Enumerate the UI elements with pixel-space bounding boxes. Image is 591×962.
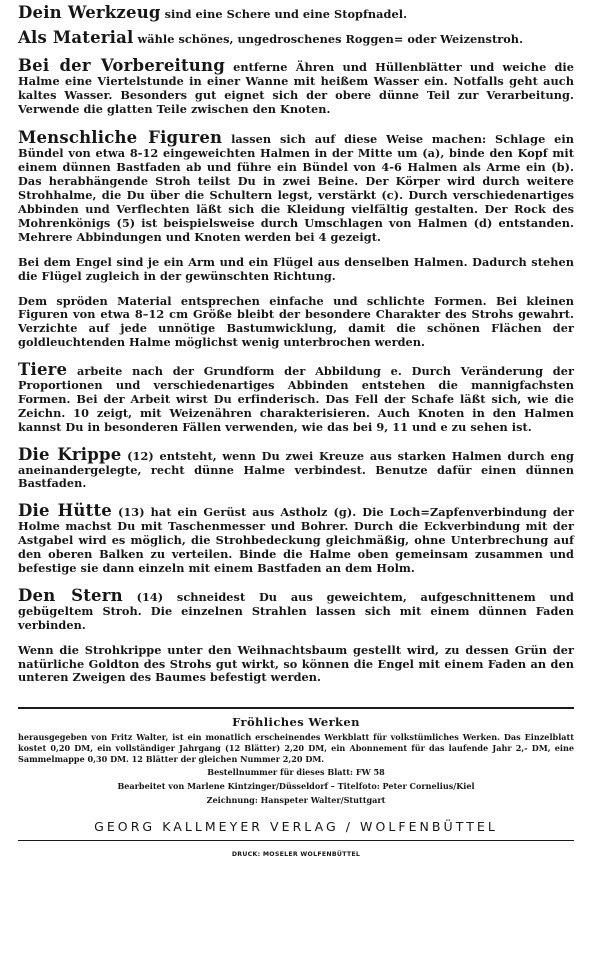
text-angel: Bei dem Engel sind je ein Arm und ein Flügel aus denselben Halmen. Dadurch stehen die Flügel zugleich in der gewünschten Richtung. <box>18 254 574 283</box>
heading-figures: Menschliche Figuren <box>18 128 223 148</box>
paragraph-crib <box>18 444 574 492</box>
text-animals: arbeite nach der Grundform der Abbildung e. Durch Veränderung der Proportionen und verschiedenartiges Abbinden entstehen die mannigfachsten Formen. Bei der Arbeit wirst Du erfinderisch. Das Fell der Schafe läßt sich, wie die Zeichn. 10 zeigt, mit Weizenähren charakterisieren. Auch Knoten in den Halmen kannst Du in besonderen Fällen verwenden, wie das bei 9, 11 und e zu sehen ist. <box>18 364 574 434</box>
editor-credit: Bearbeitet von Marlene Kintzinger/Düsseldorf – Titelfoto: Peter Cornelius/Kiel <box>117 781 475 792</box>
text-hut: (13) hat ein Gerüst aus Astholz (g). Die Loch=Zapfenverbindung der Holme machst Du mit Taschenmesser und Bohrer. Durch die Eckverbindung mit der Astgabel wird es möglich, die Strohbedeckung gleichmäßig, ohne Unterbrechung auf den oberen Balken zu verteilen. Binde die Halme oben gemeinsam zusammen und befestige sie dann einzeln mit einem Bastfaden an dem Holm. <box>18 505 575 575</box>
heading-material: Als Material <box>18 27 134 47</box>
paragraph-tree <box>18 644 574 686</box>
imprint-top-rule <box>18 707 574 709</box>
printer-rule <box>18 840 574 858</box>
heading-hut: Die Hütte <box>18 501 112 521</box>
text-material: wähle schönes, ungedroschenes Roggen= oder Weizenstroh. <box>133 31 524 46</box>
paragraph-star <box>18 585 574 633</box>
imprint <box>18 715 574 805</box>
publisher: GEORG KALLMEYER VERLAG / WOLFENBÜTTEL <box>94 819 498 835</box>
heading-animals: Tiere <box>18 360 68 380</box>
paragraph-animals <box>18 360 574 435</box>
imprint-text: herausgegeben von Fritz Walter, ist ein monatlich erscheinendes Werkblatt für volkstümliches Werken. Das Einzelblatt kostet 0,20 DM, ein vollständiger Jahrgang (12 Blätter) 2,20 DM, ein Abonnement für das laufende Jahr 2,- DM, eine Sammelmappe 0,30 DM. 12 Blätter der gleichen Nummer 2,20 DM. <box>18 732 574 764</box>
imprint-title: Fröhliches Werken <box>232 715 360 730</box>
printer-credit: DRUCK: MOSELER WOLFENBÜTTEL <box>231 851 361 859</box>
text-tree: Wenn die Strohkrippe unter den Weihnachtsbaum gestellt wird, zu dessen Grün der natürliche Goldton des Strohs gut wirkt, so können die Engel mit einem Faden an den unteren Zweigen des Baumes befestigt werden. <box>18 642 574 685</box>
heading-tools: Dein Werkzeug <box>18 3 161 22</box>
paragraph-material <box>18 27 574 47</box>
text-star: (14) schneidest Du aus geweichtem, aufgeschnittenem und gebügeltem Stroh. Die einzelnen Strahlen lassen sich mit einem dünnen Faden verbinden. <box>18 589 574 632</box>
paragraph-angel <box>18 256 574 284</box>
paragraph-forms <box>18 295 574 351</box>
heading-crib: Die Krippe <box>18 444 122 464</box>
paragraph-preparation <box>18 55 574 117</box>
paragraph-figures <box>18 128 574 244</box>
paragraph-hut <box>18 501 575 576</box>
text-figures: lassen sich auf diese Weise machen: Schlage ein Bündel von etwa 8-12 eingeweichten Halmen in der Mitte um (a), binde den Kopf mit einem dünnen Bastfaden ab und führe ein Bündel von 4-6 Halmen als Arme ein (b). Das herabhängende Stroh teilst Du in zwei Beine. Der Körper wird durch weitere Strohhalme, die Du über die Schultern legst, verstärkt (c). Durch verschiedenartiges Abbinden und Verflechten läßt sich die Kleidung vielfältig gestalten. Der Rock des Mohrenkönigs (5) ist beispielsweise durch Umschlagen von Halmen (d) entstanden. Mehrere Abbindungen und Knoten werden bei 4 gezeigt. <box>18 132 574 244</box>
text-crib: (12) entsteht, wenn Du zwei Kreuze aus starken Halmen durch eng aneinandergelegte, recht dünne Halme verbindest. Benutze dafür einen dünnen Bastfaden. <box>18 448 574 491</box>
heading-preparation: Bei der Vorbereitung <box>18 55 225 75</box>
drawing-credit: Zeichnung: Hanspeter Walter/Stuttgart <box>206 794 386 805</box>
text-forms: Dem spröden Material entsprechen einfache und schlichte Formen. Bei kleinen Figuren von etwa 8–12 cm Größe bleibt der besondere Charakter des Strohs gewahrt. Verzichte auf jede unnötige Bastumwicklung, damit die schönen Flächen der goldleuchtenden Halme möglichst wenig unterbrochen werden. <box>18 293 574 350</box>
text-tools: sind eine Schere und eine Stopfnadel. <box>160 7 408 21</box>
page <box>18 3 575 859</box>
order-number: Bestellnummer für dieses Blatt: FW 58 <box>207 767 385 778</box>
heading-star: Den Stern <box>18 585 123 605</box>
text-preparation: entferne Ähren und Hüllenblätter und weiche die Halme eine Viertelstunde in einer Wanne mit heißem Wasser ein. Notfalls geht auch kaltes Wasser. Besonders gut eignet sich der obere dünne Teil zur Verarbeitung. Verwende die glatten Teile zwischen den Knoten. <box>18 59 574 116</box>
paragraph-tools <box>18 3 574 22</box>
